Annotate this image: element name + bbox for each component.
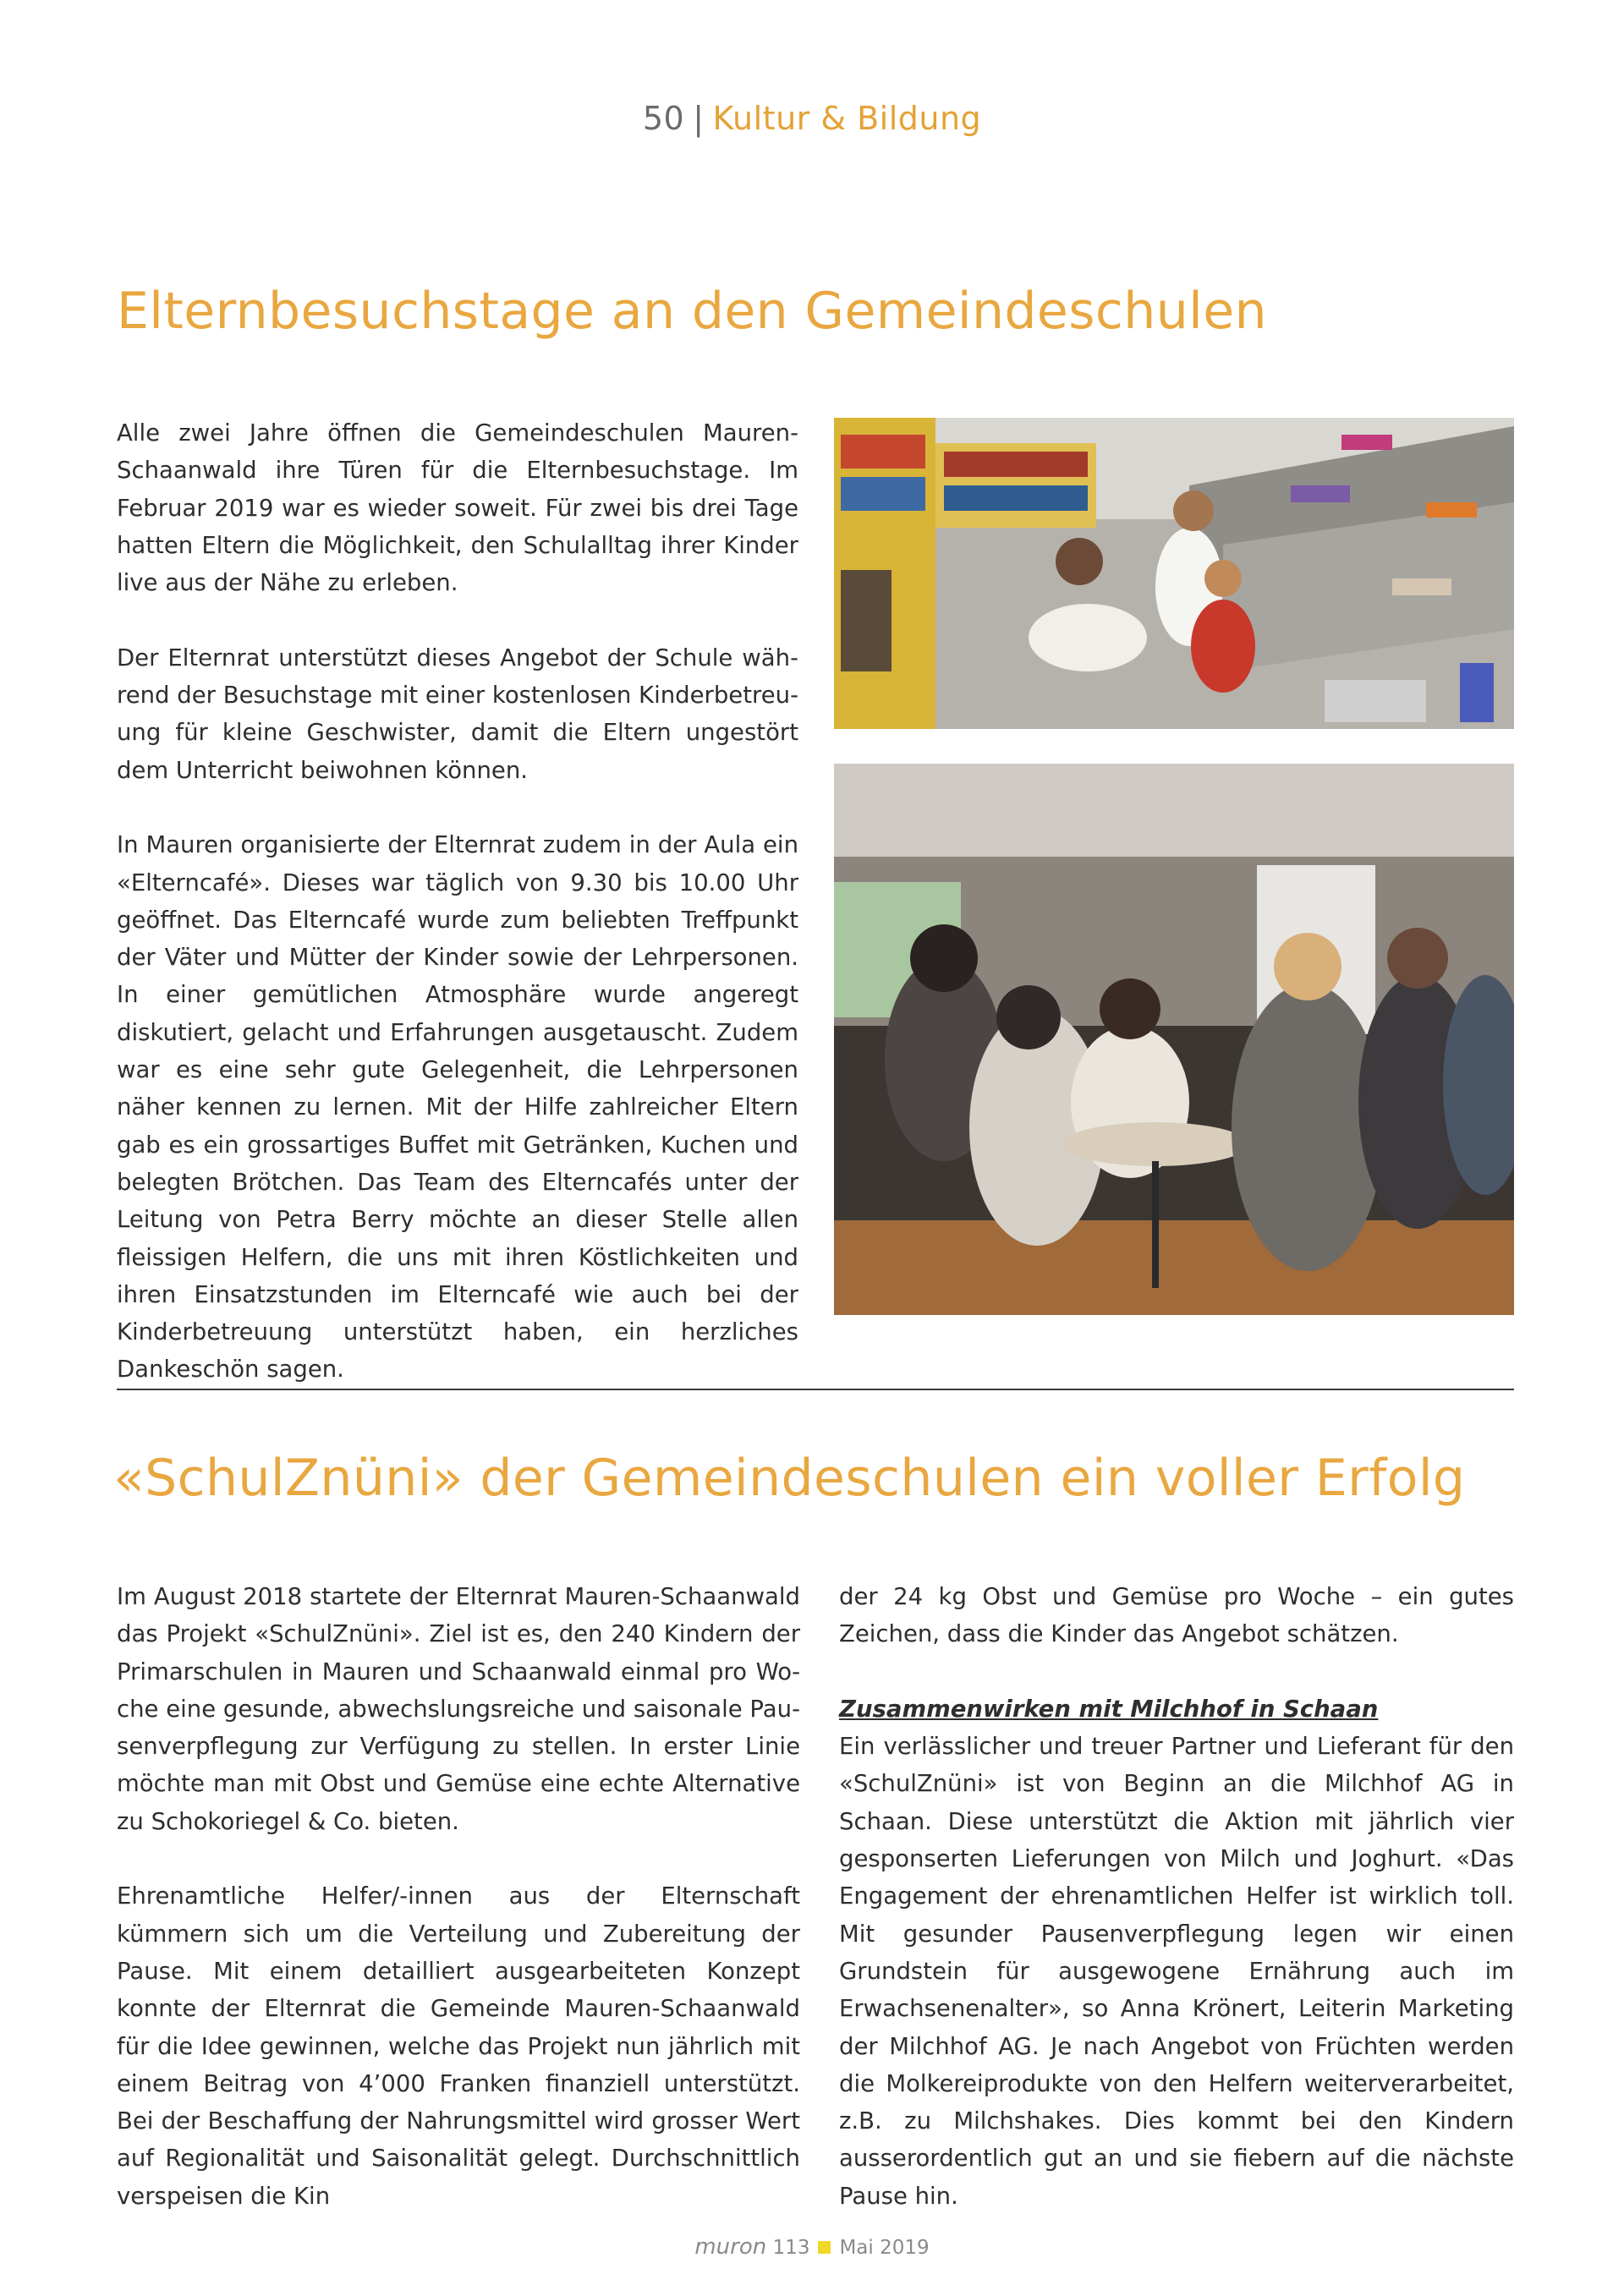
article-1-paragraph: Der Elternrat unterstützt dieses Angebot der Schule während der Besuchstage mit einer kostenlosen Kinderbetreuung für kleine Geschwister, damit die Eltern ungestört dem Unterricht beiwohnen können.	[117, 644, 798, 784]
article-2-left-column	[117, 1578, 800, 2215]
footer-issue: 113	[772, 2237, 810, 2259]
footer-square-icon	[818, 2241, 831, 2254]
article-2-paragraph: der 24 kg Obst und Gemüse pro Woche – ein gutes Zeichen, dass die Kinder das Angebot schätzen.	[839, 1583, 1514, 1648]
article-title-2: «SchulZnüni» der Gemeindeschulen ein voller Erfolg	[113, 1449, 1466, 1508]
article-2-paragraph: Im August 2018 startete der Elternrat Mauren-Schaanwald das Projekt «SchulZnüni». Ziel ist es, den 240 Kindern der Primarschulen in Mauren und Schaanwald einmal pro Woche eine gesunde, abwechslungsreiche und saisonale Pausenverpflegung zur Verfügung zu stellen. In erster Linie möchte man mit Obst und Gemüse eine echte Alternative zu Schokoriegel & Co. bieten.	[117, 1583, 800, 1835]
section-title: Kultur & Bildung	[712, 100, 982, 137]
footer-brand: muron	[694, 2234, 767, 2260]
page-number: 50	[642, 100, 685, 137]
article-2-right-column	[839, 1578, 1514, 2215]
article-1-paragraph: In Mauren organisierte der Elternrat zudem in der Aula ein «Elterncafé». Dieses war täglich von 9.30 bis 10.00 Uhr geöffnet. Das Elterncafé wurde zum beliebten Treffpunkt der Väter und Mütter der Kinder sowie der Lehrpersonen. In einer gemütlichen Atmosphäre wurde angeregt diskutiert, gelacht und Erfahrungen ausgetauscht. Zudem war es eine sehr gute Gelegenheit, die Lehrpersonen näher kennen zu lernen. Mit der Hilfe zahlreicher Eltern gab es ein grossartiges Buffet mit Getränken, Kuchen und belegten Brötchen. Das Team des Elterncafés unter der Leitung von Petra Berry möchte an dieser Stelle allen fleissigen Helfern, die uns mit ihren Köstlichkeiten und ihren Einsatzstunden im Elterncafé wie auch bei der Kinderbetreuung unterstützt haben, ein herzliches Dankeschön sagen.	[117, 831, 798, 1384]
header-separator: |	[693, 100, 705, 137]
article-1-paragraph: Alle zwei Jahre öffnen die Gemeindeschulen Mauren-Schaanwald ihre Türen für die Elternbesuchstage. Im Februar 2019 war es wieder soweit. Für zwei bis drei Tage hatten Eltern die Möglichkeit, den Schulalltag ihrer Kinder live aus der Nähe zu erleben.	[117, 419, 798, 597]
article-1-body	[117, 414, 798, 1389]
article-title-1: Elternbesuchstage an den Gemeindeschulen	[117, 282, 1267, 341]
photo-childcare	[834, 418, 1514, 729]
page-header	[0, 98, 1624, 139]
section-divider	[117, 1389, 1514, 1390]
footer-date: Mai 2019	[839, 2237, 930, 2259]
article-2-paragraph: Ein verlässlicher und treuer Partner und Lieferant für den «SchulZnüni» ist von Beginn an die Milchhof AG in Schaan. Diese unterstützt die Aktion mit jährlich vier gesponserten Lieferungen von Milch und Joghurt. «Das Engagement der ehrenamtlichen Helfer ist wirklich toll. Mit gesunder Pausenverpflegung legen wir einen Grundstein für ausgewogene Ernährung auch im Erwachsenenalter», so Anna Krönert, Leiterin Marketing der Milchhof AG. Je nach Angebot von Früchten werden die Molkereiprodukte von den Helfern weiterverarbeitet, z.B. zu Milchshakes. Dies kommt bei den Kindern ausserordentlich gut an und sie fiebern auf die nächste Pause hin.	[839, 1733, 1514, 2210]
article-2-paragraph: Ehrenamtliche Helfer/-innen aus der Elternschaft kümmern sich um die Verteilung und Zubereitung der Pause. Mit einem detailliert ausgearbeiteten Konzept konnte der Elternrat die Gemeinde Mauren-Schaanwald für die Idee gewinnen, welche das Projekt nun jährlich mit einem Beitrag von 4’000 Franken finanziell unterstützt. Bei der Beschaffung der Nahrungsmittel wird grosser Wert auf Regionalität und Saisonalität gelegt. Durchschnittlich verspeisen die Kin	[117, 1882, 800, 2210]
article-2-subheading: Zusammenwirken mit Milchhof in Schaan	[839, 1695, 1379, 1723]
photo-elterncafe	[834, 764, 1514, 1315]
page-footer	[0, 2234, 1624, 2260]
